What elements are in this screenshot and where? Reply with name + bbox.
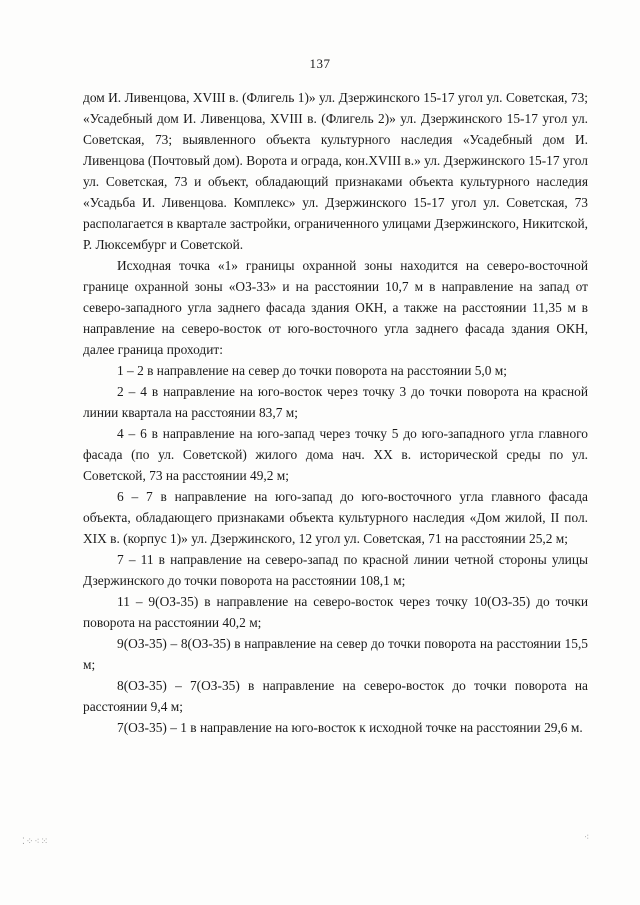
paragraph-intro: дом И. Ливенцова, XVIII в. (Флигель 1)» ул. Дзержинского 15-17 угол ул. Советская, 73; «Усадебный дом И. Ливенцова, XVIII в. (Флигель 2)» ул. Дзержинского 15-17 угол ул. Советская, 73; выявленного объекта культурного наследия «Усадебный дом И. Ливенцова (Почтовый дом). Ворота и ограда, кон.XVIII в.» ул. Дзержинского 15-17 угол ул. Советская, 73 и объект, обладающий признаками объекта культурного наследия «Усадьба И. Ливенцова. Комплекс» ул. Дзержинского 15-17 угол ул. Советская, 73 располагается в квартале застройки, ограниченного улицами Дзержинского, Никитской, Р. Люксембург и Советской. [83, 90, 588, 252]
boundary-segment-7-11: 7 – 11 в направление на северо-запад по красной линии четной стороны улицы Дзержинского до точки поворота на расстоянии 108,1 м; [83, 552, 588, 588]
boundary-segment-11-9: 11 – 9(ОЗ-35) в направление на северо-восток через точку 10(ОЗ-35) до точки поворота на расстоянии 40,2 м; [83, 594, 588, 630]
boundary-segment-6-7: 6 – 7 в направление на юго-запад до юго-восточного угла главного фасада объекта, обладающего признаками объекта культурного наследия «Дом жилой, II пол. XIX в. (корпус 1)» ул. Дзержинского, 12 угол ул. Советская, 71 на расстоянии 25,2 м; [83, 489, 588, 546]
boundary-segment-1-2: 1 – 2 в направление на север до точки поворота на расстоянии 5,0 м; [117, 363, 507, 378]
page-number: 137 [309, 56, 331, 71]
boundary-segment-2-4: 2 – 4 в направление на юго-восток через точку 3 до точки поворота на красной линии квартала на расстоянии 83,7 м; [83, 384, 588, 420]
boundary-segment-7-1: 7(ОЗ-35) – 1 в направление на юго-восток к исходной точке на расстоянии 29,6 м. [117, 720, 583, 735]
paragraph-starting-point: Исходная точка «1» границы охранной зоны находится на северо-восточной границе охранной зоны «ОЗ-33» и на расстоянии 10,7 м в направление на запад от северо-западного угла заднего фасада здания ОКН, а также на расстоянии 11,35 м в направление на северо-восток от юго-восточного угла заднего фасада здания ОКН, далее граница проходит: [83, 258, 588, 357]
scan-artifact-left: ⁚⁘⁖⁙ [22, 836, 50, 846]
boundary-segment-8-7: 8(ОЗ-35) – 7(ОЗ-35) в направление на северо-восток до точки поворота на расстоянии 9,4 м; [83, 678, 588, 714]
scan-artifact-right: ⁖ [584, 832, 591, 842]
boundary-segment-9-8: 9(ОЗ-35) – 8(ОЗ-35) в направление на север до точки поворота на расстоянии 15,5 м; [83, 636, 588, 672]
boundary-segment-4-6: 4 – 6 в направление на юго-запад через точку 5 до юго-западного угла главного фасада (по ул. Советской) жилого дома нач. XX в. исторической среды по ул. Советской, 73 на расстоянии 49,2 м; [83, 426, 588, 483]
document-body [83, 87, 588, 738]
